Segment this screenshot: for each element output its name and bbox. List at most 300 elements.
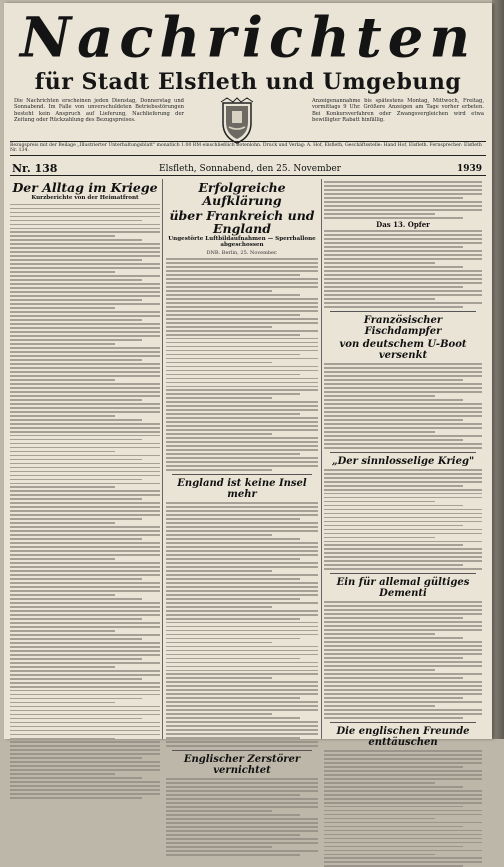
text-line	[10, 427, 160, 429]
text-line	[166, 278, 318, 280]
text-line	[10, 339, 142, 341]
text-line	[10, 367, 160, 369]
text-line	[166, 806, 318, 808]
text-line	[10, 658, 142, 660]
text-line	[324, 541, 482, 543]
text-line	[10, 315, 160, 317]
lead-deck: Ungestörte Luftbildaufnahmen — Sperrballone abgeschossen	[168, 236, 316, 249]
text-line	[10, 722, 160, 724]
text-line	[166, 662, 318, 664]
text-line	[166, 638, 300, 640]
text-line	[324, 653, 482, 655]
text-line	[324, 814, 482, 816]
text-line	[324, 697, 463, 699]
text-line	[10, 311, 160, 313]
article-body	[324, 181, 482, 219]
text-line	[324, 266, 463, 268]
text-line	[10, 698, 142, 700]
text-line	[10, 610, 160, 612]
text-line	[324, 750, 482, 752]
text-line	[324, 485, 463, 487]
text-line	[324, 201, 482, 203]
article-headline: Englischer Zerstörer vernichtet	[183, 754, 301, 776]
column-right	[324, 179, 482, 748]
text-line	[10, 411, 160, 413]
text-line	[166, 518, 300, 520]
text-line	[324, 774, 482, 776]
text-line	[324, 363, 482, 365]
text-line	[166, 670, 318, 672]
text-line	[324, 419, 463, 421]
text-line	[10, 391, 160, 393]
text-line	[10, 407, 160, 409]
text-line	[166, 502, 318, 504]
text-line	[166, 790, 318, 792]
text-line	[324, 427, 482, 429]
text-line	[166, 350, 318, 352]
text-line	[324, 509, 482, 511]
text-line	[324, 274, 482, 276]
text-line	[324, 762, 482, 764]
text-line	[10, 530, 160, 532]
text-line	[324, 629, 482, 631]
text-line	[166, 554, 318, 556]
text-line	[166, 850, 318, 852]
text-line	[166, 294, 300, 296]
text-line	[10, 375, 160, 377]
text-line	[324, 395, 435, 397]
text-line	[324, 246, 463, 248]
text-line	[10, 498, 142, 500]
text-line	[10, 208, 160, 210]
text-line	[166, 258, 318, 260]
text-line	[324, 217, 463, 219]
text-line	[10, 255, 160, 257]
text-line	[324, 677, 463, 679]
text-line	[166, 429, 318, 431]
text-line	[10, 423, 160, 425]
separator	[330, 722, 476, 723]
text-line	[166, 666, 318, 668]
text-line	[10, 570, 160, 572]
text-line	[166, 650, 318, 652]
text-line	[166, 382, 318, 384]
advertising-info: Anzeigenannahme bis spätestens Montag, Mittwoch, Freitag, vormittags 9 Uhr. Größere Anzeigen am Tage vorher erbeten. Bei Konkursverfahren oder Zwangsvergleichen wird etwa bewilligter Rabatt hinfällig.	[312, 98, 484, 123]
text-line	[10, 522, 115, 524]
text-line	[10, 216, 160, 218]
text-line	[324, 854, 435, 856]
text-line	[10, 714, 160, 716]
text-line	[10, 578, 142, 580]
text-line	[166, 270, 318, 272]
text-line	[166, 370, 318, 372]
text-line	[166, 514, 318, 516]
text-line	[10, 646, 160, 648]
text-line	[324, 568, 482, 570]
text-line	[324, 379, 463, 381]
text-line	[166, 374, 300, 376]
text-line	[324, 681, 482, 683]
newspaper-page	[4, 3, 492, 776]
text-line	[10, 486, 115, 488]
text-line	[166, 506, 318, 508]
text-line	[166, 826, 318, 828]
text-line	[10, 769, 160, 771]
text-line	[166, 618, 300, 620]
text-line	[10, 793, 160, 795]
text-line	[166, 558, 300, 560]
text-line	[324, 439, 463, 441]
article-body	[324, 750, 482, 867]
text-line	[10, 506, 160, 508]
text-line	[166, 586, 318, 588]
text-line	[324, 367, 482, 369]
text-line	[166, 802, 318, 804]
text-line	[10, 275, 160, 277]
text-line	[324, 552, 482, 554]
text-line	[10, 475, 160, 477]
text-line	[324, 544, 463, 546]
dateline-agency: DNB. Berlin, 25. November.	[206, 249, 278, 256]
text-line	[324, 685, 482, 687]
column-middle	[166, 179, 318, 776]
text-line	[166, 594, 318, 596]
text-line	[10, 558, 115, 560]
text-line	[324, 693, 482, 695]
article-headline: Das 13. Opfer	[376, 219, 430, 229]
article-subhead: Kurzberichte von der Heimatfront	[31, 195, 139, 201]
text-line	[166, 693, 318, 695]
text-line	[166, 642, 272, 644]
text-line	[166, 362, 272, 364]
text-line	[324, 209, 482, 211]
text-line	[166, 282, 318, 284]
text-line	[324, 387, 482, 389]
text-line	[10, 259, 142, 261]
text-line	[10, 335, 160, 337]
text-line	[10, 785, 160, 787]
column-left	[10, 179, 160, 739]
text-line	[166, 834, 300, 836]
text-line	[324, 529, 482, 531]
text-line	[324, 391, 482, 393]
text-line	[10, 307, 115, 309]
text-line	[10, 598, 142, 600]
text-line	[166, 630, 318, 632]
text-line	[166, 510, 318, 512]
text-line	[10, 243, 160, 245]
text-line	[10, 239, 142, 241]
text-line	[166, 733, 318, 735]
text-line	[10, 602, 160, 604]
text-line	[324, 250, 482, 252]
text-line	[324, 230, 482, 232]
text-line	[10, 359, 142, 361]
text-line	[10, 718, 142, 720]
text-line	[10, 678, 142, 680]
text-line	[324, 798, 482, 800]
column-divider	[162, 179, 163, 739]
article-headline: Die englischen Freunde enttäuschen	[336, 725, 470, 748]
text-line	[10, 674, 160, 676]
text-line	[166, 449, 318, 451]
text-line	[324, 185, 482, 187]
text-line	[10, 757, 142, 759]
text-line	[10, 614, 160, 616]
text-line	[10, 471, 160, 473]
text-line	[10, 638, 142, 640]
text-line	[10, 730, 160, 732]
text-line	[10, 694, 160, 696]
text-line	[10, 606, 160, 608]
text-line	[10, 734, 160, 736]
text-line	[324, 262, 435, 264]
lead-headline-2: über Frankreich und England	[169, 208, 315, 236]
text-line	[10, 618, 142, 620]
text-line	[324, 423, 482, 425]
text-line	[166, 713, 272, 715]
text-line	[10, 455, 160, 457]
text-line	[166, 338, 318, 340]
text-line	[10, 690, 160, 692]
text-line	[10, 666, 115, 668]
text-line	[10, 574, 160, 576]
text-line	[324, 302, 482, 304]
text-line	[166, 266, 318, 268]
text-line	[10, 271, 115, 273]
text-line	[10, 670, 160, 672]
issue-number: Nr. 138	[12, 162, 58, 175]
text-line	[166, 717, 300, 719]
text-line	[324, 548, 482, 550]
text-line	[10, 554, 160, 556]
text-line	[10, 542, 160, 544]
dateline	[10, 163, 486, 176]
text-line	[324, 375, 482, 377]
text-line	[166, 741, 318, 743]
text-line	[10, 622, 160, 624]
text-line	[166, 437, 318, 439]
text-line	[10, 650, 160, 652]
text-line	[166, 566, 318, 568]
text-line	[10, 745, 160, 747]
text-line	[166, 582, 318, 584]
text-line	[324, 469, 482, 471]
lead-headline-1: Erfolgreiche Aufklärung	[198, 180, 286, 208]
text-line	[324, 556, 482, 558]
text-line	[324, 254, 482, 256]
text-line	[324, 481, 482, 483]
text-line	[166, 465, 318, 467]
text-line	[10, 682, 160, 684]
text-line	[166, 701, 318, 703]
text-line	[166, 274, 300, 276]
text-line	[166, 306, 318, 308]
text-line	[324, 399, 463, 401]
text-line	[166, 441, 318, 443]
text-line	[10, 231, 160, 233]
article-body	[324, 230, 482, 308]
text-line	[166, 854, 300, 856]
text-line	[166, 677, 272, 679]
text-line	[166, 846, 272, 848]
text-line	[166, 413, 300, 415]
text-line	[166, 542, 318, 544]
text-line	[10, 343, 115, 345]
separator	[172, 474, 312, 475]
text-line	[10, 403, 160, 405]
text-line	[10, 777, 142, 779]
text-line	[10, 263, 160, 265]
text-line	[166, 697, 300, 699]
text-line	[166, 658, 300, 660]
text-line	[10, 224, 160, 226]
text-line	[324, 802, 482, 804]
text-line	[10, 654, 160, 656]
text-line	[10, 594, 115, 596]
text-line	[324, 669, 435, 671]
text-line	[166, 354, 300, 356]
coat-of-arms-icon	[217, 97, 257, 147]
text-line	[324, 613, 482, 615]
text-line	[166, 425, 318, 427]
article-body	[10, 204, 160, 799]
text-line	[166, 798, 318, 800]
text-line	[10, 781, 160, 783]
masthead-title: Nachrichten	[19, 5, 477, 71]
text-line	[10, 706, 160, 708]
text-line	[324, 270, 482, 272]
text-line	[10, 379, 115, 381]
text-line	[324, 830, 482, 832]
text-line	[10, 331, 160, 333]
text-line	[10, 295, 160, 297]
text-line	[324, 673, 482, 675]
text-line	[324, 625, 482, 627]
text-line	[166, 654, 318, 656]
text-line	[324, 850, 482, 852]
text-line	[324, 234, 482, 236]
text-line	[10, 526, 160, 528]
text-line	[324, 189, 482, 191]
article-headline: „Der sinnlosselige Krieg"	[331, 455, 475, 467]
text-line	[324, 181, 482, 183]
text-line	[10, 490, 160, 492]
text-line	[10, 642, 160, 644]
text-line	[10, 590, 160, 592]
text-line	[10, 303, 160, 305]
text-line	[166, 334, 300, 336]
text-line	[324, 838, 482, 840]
article-body	[166, 502, 318, 747]
text-line	[10, 363, 160, 365]
text-line	[324, 533, 482, 535]
text-line	[324, 637, 463, 639]
text-line	[324, 766, 463, 768]
article-headline: England ist keine Insel mehr	[177, 477, 307, 500]
text-line	[10, 267, 160, 269]
text-line	[166, 614, 318, 616]
text-line	[166, 530, 318, 532]
text-line	[166, 709, 318, 711]
text-line	[10, 546, 160, 548]
text-line	[10, 467, 160, 469]
text-line	[324, 822, 482, 824]
text-line	[324, 846, 463, 848]
text-line	[10, 626, 160, 628]
text-line	[10, 204, 160, 206]
text-line	[324, 431, 435, 433]
text-line	[166, 366, 318, 368]
text-line	[324, 197, 463, 199]
text-line	[324, 861, 482, 863]
article-headline: von deutschem U-Boot versenkt	[339, 338, 467, 361]
issue-year: 1939	[456, 164, 482, 174]
text-line	[166, 262, 318, 264]
text-line	[324, 282, 482, 284]
text-line	[324, 205, 482, 207]
text-line	[10, 761, 160, 763]
text-line	[166, 322, 318, 324]
text-line	[324, 435, 482, 437]
text-line	[10, 773, 115, 775]
text-line	[166, 681, 318, 683]
text-line	[10, 419, 142, 421]
text-line	[324, 818, 435, 820]
article-body	[324, 469, 482, 570]
publication-info: Die Nachrichten erscheinen jeden Dienstag, Donnerstag und Sonnabend. Im Falle von unverschuldeten Betriebsstörungen besteht kein Anspruch auf Lieferung, Nachlieferung der Zeitung oder Rückzahlung des Bezugspreises.	[14, 98, 184, 123]
text-line	[166, 314, 300, 316]
text-line	[324, 473, 482, 475]
text-line	[10, 534, 160, 536]
text-line	[10, 431, 160, 433]
text-line	[166, 818, 318, 820]
text-line	[10, 538, 142, 540]
text-line	[166, 550, 318, 552]
text-line	[10, 702, 115, 704]
text-line	[166, 578, 300, 580]
text-line	[166, 298, 318, 300]
text-line	[324, 407, 482, 409]
text-line	[166, 634, 318, 636]
article-body	[166, 778, 318, 856]
text-line	[324, 294, 482, 296]
text-line	[10, 550, 160, 552]
text-line	[324, 383, 482, 385]
text-line	[166, 822, 318, 824]
text-line	[10, 741, 160, 743]
text-line	[166, 721, 318, 723]
text-line	[324, 497, 482, 499]
article-headline: Ein für allemal gültiges Dementi	[336, 577, 470, 600]
text-line	[324, 649, 482, 651]
text-line	[10, 439, 142, 441]
text-line	[324, 609, 482, 611]
text-line	[324, 857, 482, 859]
text-line	[10, 789, 160, 791]
text-line	[10, 371, 160, 373]
text-line	[166, 378, 318, 380]
text-line	[10, 566, 160, 568]
text-line	[324, 443, 482, 445]
column-divider	[321, 179, 322, 739]
text-line	[10, 415, 115, 417]
text-line	[10, 283, 160, 285]
text-line	[10, 483, 160, 485]
text-line	[166, 405, 318, 407]
text-line	[10, 463, 160, 465]
text-line	[324, 826, 463, 828]
